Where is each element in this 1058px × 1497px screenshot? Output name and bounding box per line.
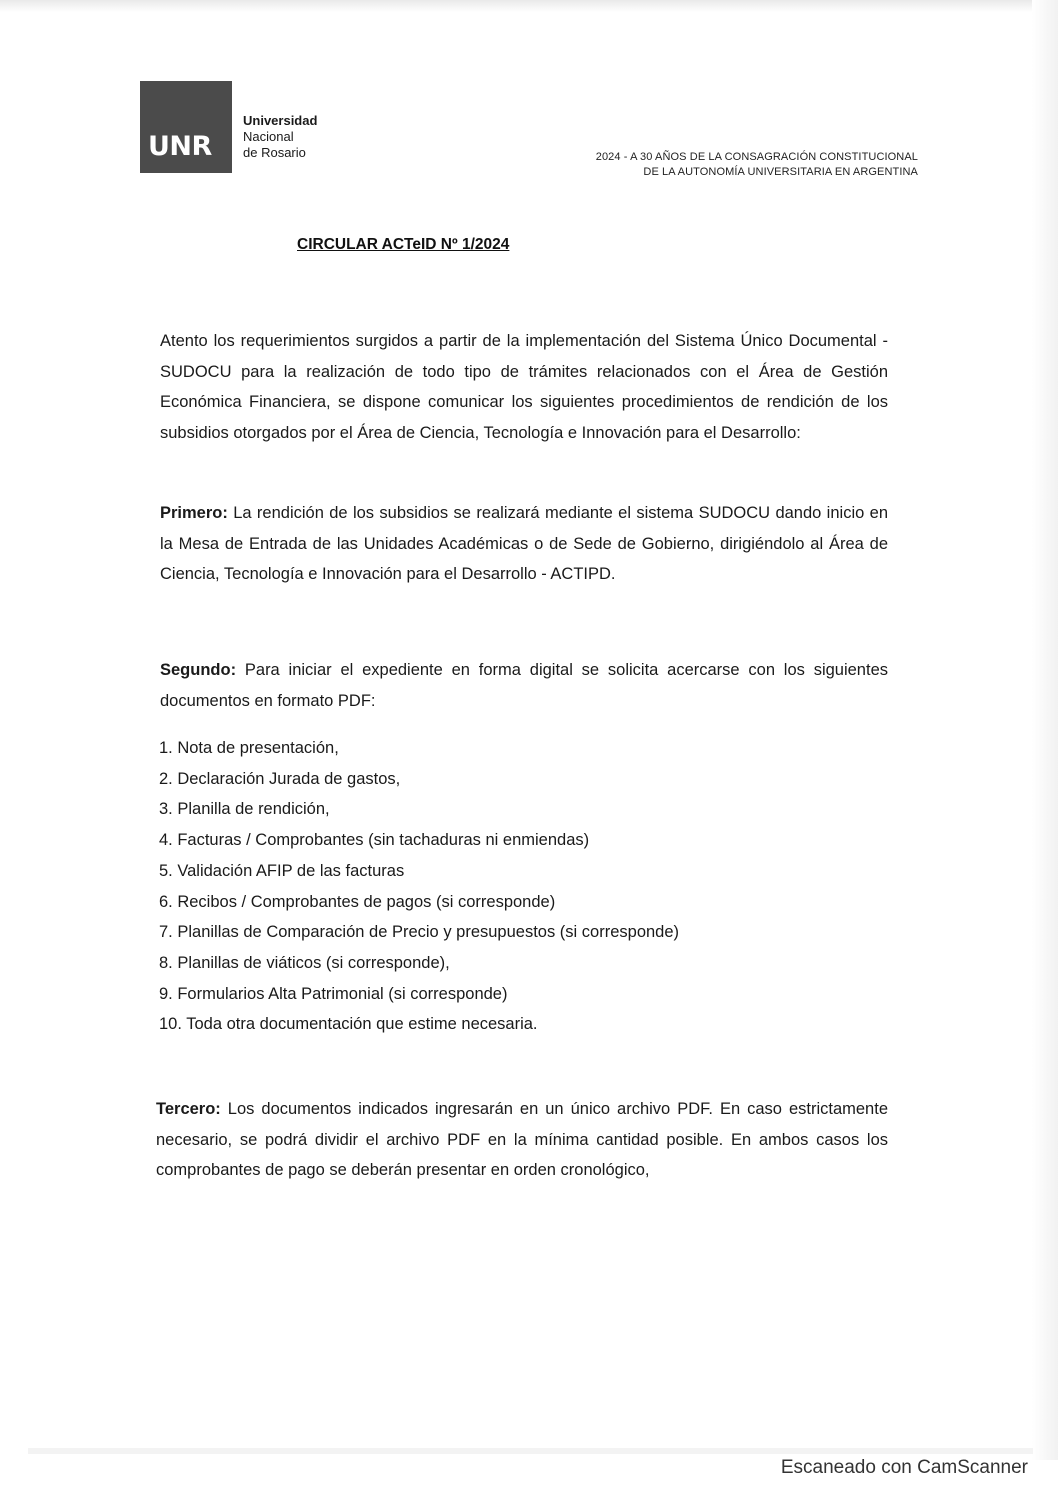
document-title: CIRCULAR ACTeID Nº 1/2024 <box>297 236 510 253</box>
university-line-2: Nacional <box>243 129 294 144</box>
list-item: 4. Facturas / Comprobantes (sin tachaduras ni enmiendas) <box>159 831 590 850</box>
list-item: 5. Validación AFIP de las facturas <box>159 861 405 880</box>
scan-edge-right <box>1032 0 1058 1460</box>
scan-edge-top <box>0 0 1058 12</box>
motto-line-2: DE LA AUTONOMÍA UNIVERSITARIA EN ARGENTINA <box>643 166 918 178</box>
documents-list <box>159 733 679 1040</box>
primero-label: Primero: <box>160 504 228 522</box>
university-line-3: de Rosario <box>243 145 306 160</box>
segundo-label: Segundo: <box>160 661 237 679</box>
scanner-watermark: Escaneado con CamScanner <box>780 1457 1028 1478</box>
list-item: 10. Toda otra documentación que estime necesaria. <box>159 1015 538 1034</box>
list-item: 8. Planillas de viáticos (si corresponde), <box>159 953 450 972</box>
primero-text: La rendición de los subsidios se realizará mediante el sistema SUDOCU dando inicio en la Mesa de Entrada de las Unidades Académicas o de Sede de Gobierno, dirigiéndolo al Área de Ciencia, Tecnología e Innovación para el Desarrollo - ACTIPD. <box>160 504 888 583</box>
unr-logo <box>140 81 232 173</box>
list-item: 3. Planilla de rendición, <box>159 800 330 819</box>
university-name <box>243 113 317 161</box>
tercero-text: Los documentos indicados ingresarán en un único archivo PDF. En caso estrictamente necesario, se podrá dividir el archivo PDF en la mínima cantidad posible. En ambos casos los comprobantes de pago se deberán presentar en orden cronológico, <box>156 1100 888 1179</box>
list-item: 9. Formularios Alta Patrimonial (si corresponde) <box>159 984 508 1003</box>
header-motto <box>596 150 918 180</box>
list-item: 7. Planillas de Comparación de Precio y presupuestos (si corresponde) <box>159 923 680 942</box>
tercero-paragraph <box>156 1094 888 1186</box>
list-item: 1. Nota de presentación, <box>159 739 339 757</box>
logo-text: UNR <box>148 131 212 162</box>
segundo-paragraph <box>160 655 888 716</box>
list-item: 6. Recibos / Comprobantes de pagos (si corresponde) <box>159 892 556 911</box>
scan-edge-bottom <box>28 1448 1033 1454</box>
primero-paragraph <box>160 498 888 590</box>
segundo-text: Para iniciar el expediente en forma digital se solicita acercarse con los siguientes documentos en formato PDF: <box>160 661 888 710</box>
tercero-label: Tercero: <box>156 1100 221 1118</box>
university-line-1: Universidad <box>243 113 318 128</box>
motto-line-1: 2024 - A 30 AÑOS DE LA CONSAGRACIÓN CONSTITUCIONAL <box>595 151 918 163</box>
list-item: 2. Declaración Jurada de gastos, <box>159 769 401 788</box>
intro-paragraph: Atento los requerimientos surgidos a partir de la implementación del Sistema Único Documental -SUDOCU para la realización de todo tipo de trámites relacionados con el Área de Gestión Económica Financiera, se dispone comunicar los siguientes procedimientos de rendición de los subsidios otorgados por el Área de Ciencia, Tecnología e Innovación para el Desarrollo: <box>160 332 888 442</box>
